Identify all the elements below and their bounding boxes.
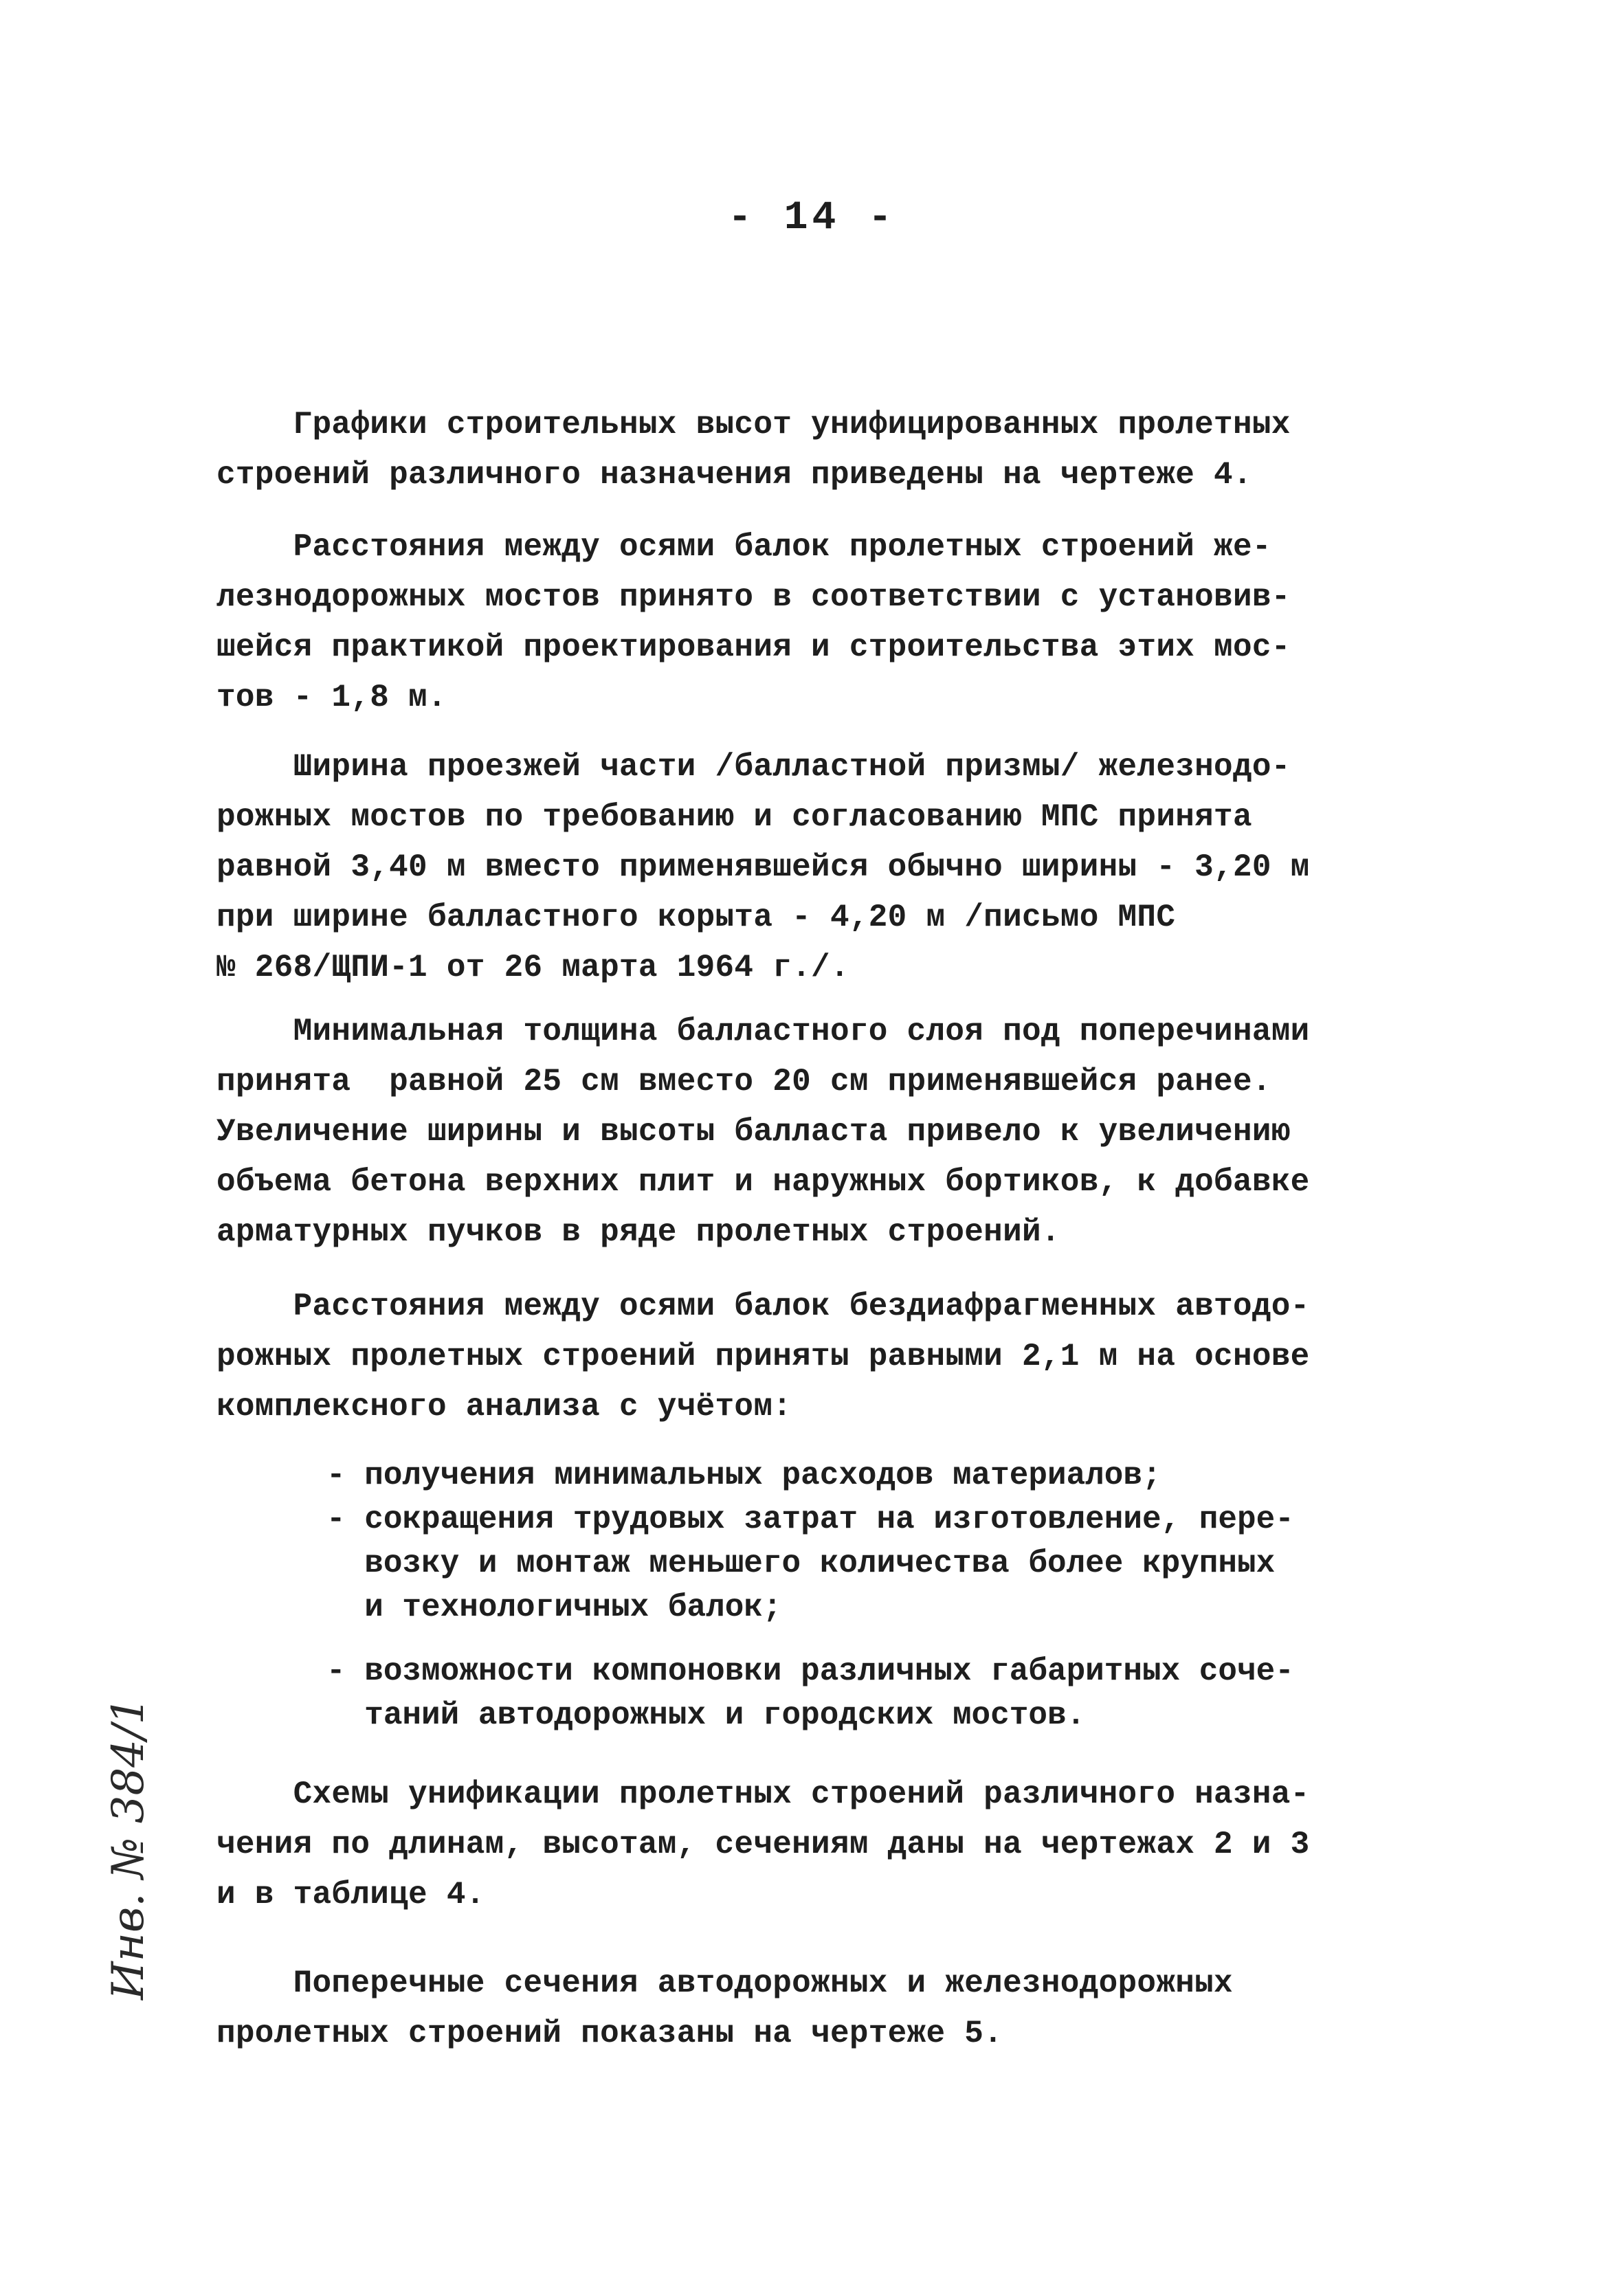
paragraph-5: Расстояния между осями балок бездиафрагменных автодо- рожных пролетных строений приняты равными 2,1 м на основе комплексного анализа с учётом: <box>216 1289 1310 1425</box>
page-number: - 14 - <box>728 196 896 241</box>
paragraph-3: Ширина проезжей части /балластной призмы/ железнодо- рожных мостов по требованию и согласованию МПС принята равной 3,40 м вместо применявшейся обычно ширины - 3,20 м при ширине балластного корыта - 4,20 м /письмо МПС № 268/ЩПИ-1 от 26 марта 1964 г./. <box>216 749 1310 985</box>
paragraph-1: Графики строительных высот унифицированных пролетных строений различного назначения приведены на чертеже 4. <box>216 407 1291 493</box>
paragraph-4: Минимальная толщина балластного слоя под поперечинами принята равной 25 см вместо 20 см применявшейся ранее. Увеличение ширины и высоты балласта привело к увеличению объема бетона верхних плит и наружных бортиков, к добавке арматурных пучков в ряде пролетных строений. <box>216 1014 1310 1250</box>
paragraph-2: Расстояния между осями балок пролетных строений же- лезнодорожных мостов принято в соответствии с установив- шейся практикой проектирования и строительства этих мос- тов - 1,8 м. <box>216 529 1291 715</box>
list-item: - возможности компоновки различных габаритных соче- таний автодорожных и городских мостов. <box>326 1653 1294 1733</box>
paragraph-6: Схемы унификации пролетных строений различного назна- чения по длинам, высотам, сечениям даны на чертежах 2 и 3 и в таблице 4. <box>216 1777 1310 1913</box>
paragraph-7: Поперечные сечения автодорожных и железнодорожных пролетных строений показаны на чертеже 5. <box>216 1965 1233 2051</box>
list-item: - получения минимальных расходов материалов; <box>326 1458 1161 1493</box>
list-item: - сокращения трудовых затрат на изготовление, пере- возку и монтаж меньшего количества более крупных и технологичных балок; <box>326 1502 1294 1625</box>
inventory-number-handwritten: Инв. № 384/1 <box>103 1696 154 2000</box>
